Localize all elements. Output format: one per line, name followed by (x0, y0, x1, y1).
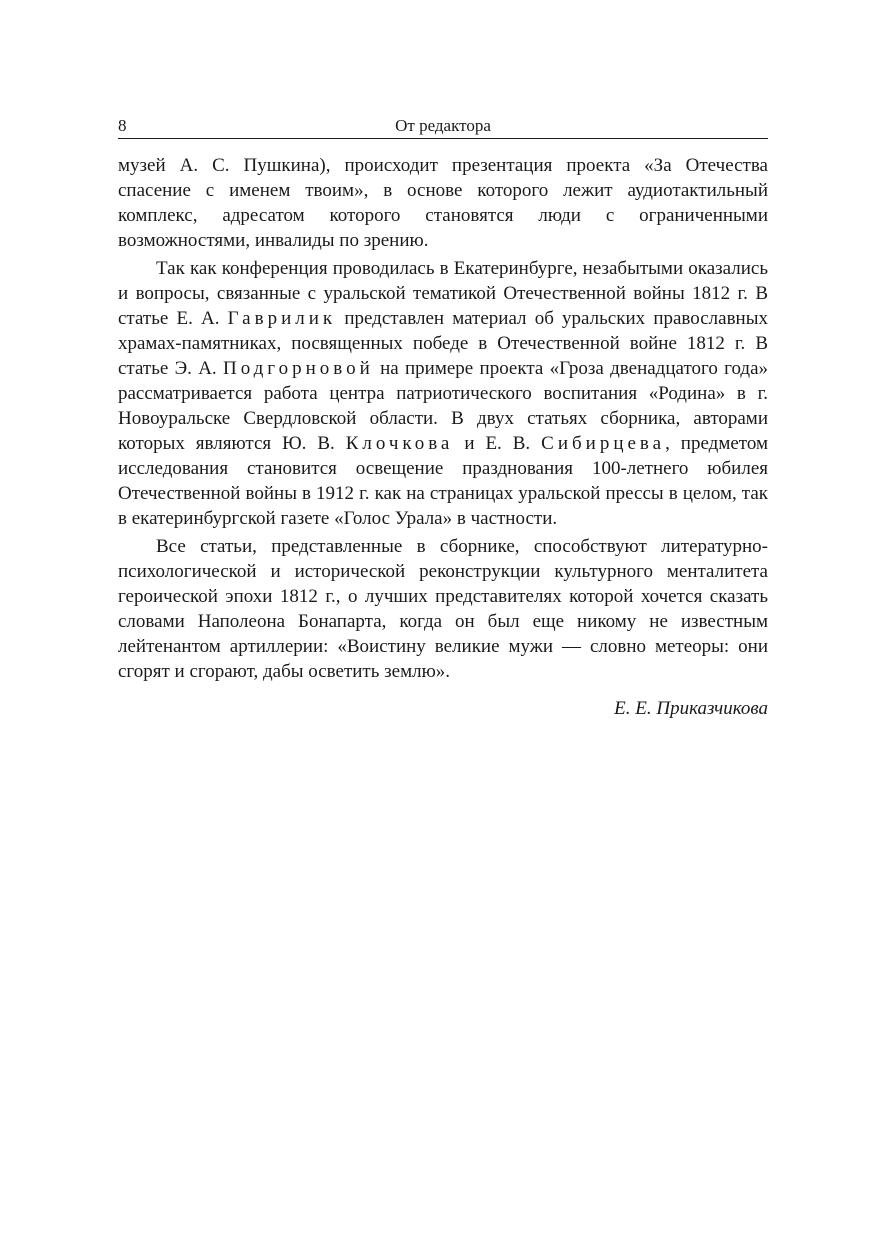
running-header (118, 112, 768, 139)
paragraph-2-part-1: Так как конференция проводилась в Екатеринбурге, незабытыми оказались и вопросы, связанные с уральской тематикой Отечественной войны 1812 г. В статье Е. А. (118, 258, 768, 329)
paragraph-3: Все статьи, представленные в сборнике, способствуют литературно-психологической и исторической реконструкции культурного менталитета героической эпохи 1812 г., о лучших представителях которой хочется сказать словами Наполеона Бонапарта, когда он был еще никому не известным лейтенантом артиллерии: «Воистину великие мужи — словно метеоры: они сгорят и сгорают, дабы осветить землю». (118, 536, 768, 682)
editor-signature: Е. Е. Приказчикова (614, 698, 768, 719)
body-text (118, 153, 768, 684)
document-page (118, 112, 768, 720)
section-title: От редактора (395, 116, 491, 135)
paragraph-2-part-4: и Е. В. (453, 433, 542, 454)
paragraph-2-part-2: представлен материал об уральских православных храмах-памятниках, посвященных победе в Отечественной войне 1812 г. В статье Э. А. (118, 308, 768, 379)
paragraph-2 (118, 256, 768, 531)
paragraph-2-part-3: на примере проекта «Гроза двенадцатого года» рассматривается работа центра патриотического воспитания «Родина» в г. Новоуральске Свердловской области. В двух статьях сборника, авторами которых являются Ю. В. (118, 358, 769, 454)
author-name-sibirtseva: Сибирцева (541, 433, 666, 454)
author-name-gavrilik: Гаврилик (227, 308, 337, 329)
author-name-podgornova: Подгорновой (222, 358, 374, 379)
paragraph-1: музей А. С. Пушкина), происходит презентация проекта «За Отечества спасение с именем твоим», в основе которого лежит аудиотактильный комплекс, адресатом которого становятся люди с ограниченными возможностями, инвалиды по зрению. (118, 155, 768, 251)
page-number: 8 (118, 116, 127, 135)
author-name-klochkova: Клочкова (345, 433, 454, 454)
paragraph-2-part-5: , предметом исследования становится освещение празднования 100-летнего юбилея Отечественной войны в 1912 г. как на страницах уральской прессы в целом, так в екатеринбургской газете «Голос Урала» в частности. (118, 433, 768, 529)
